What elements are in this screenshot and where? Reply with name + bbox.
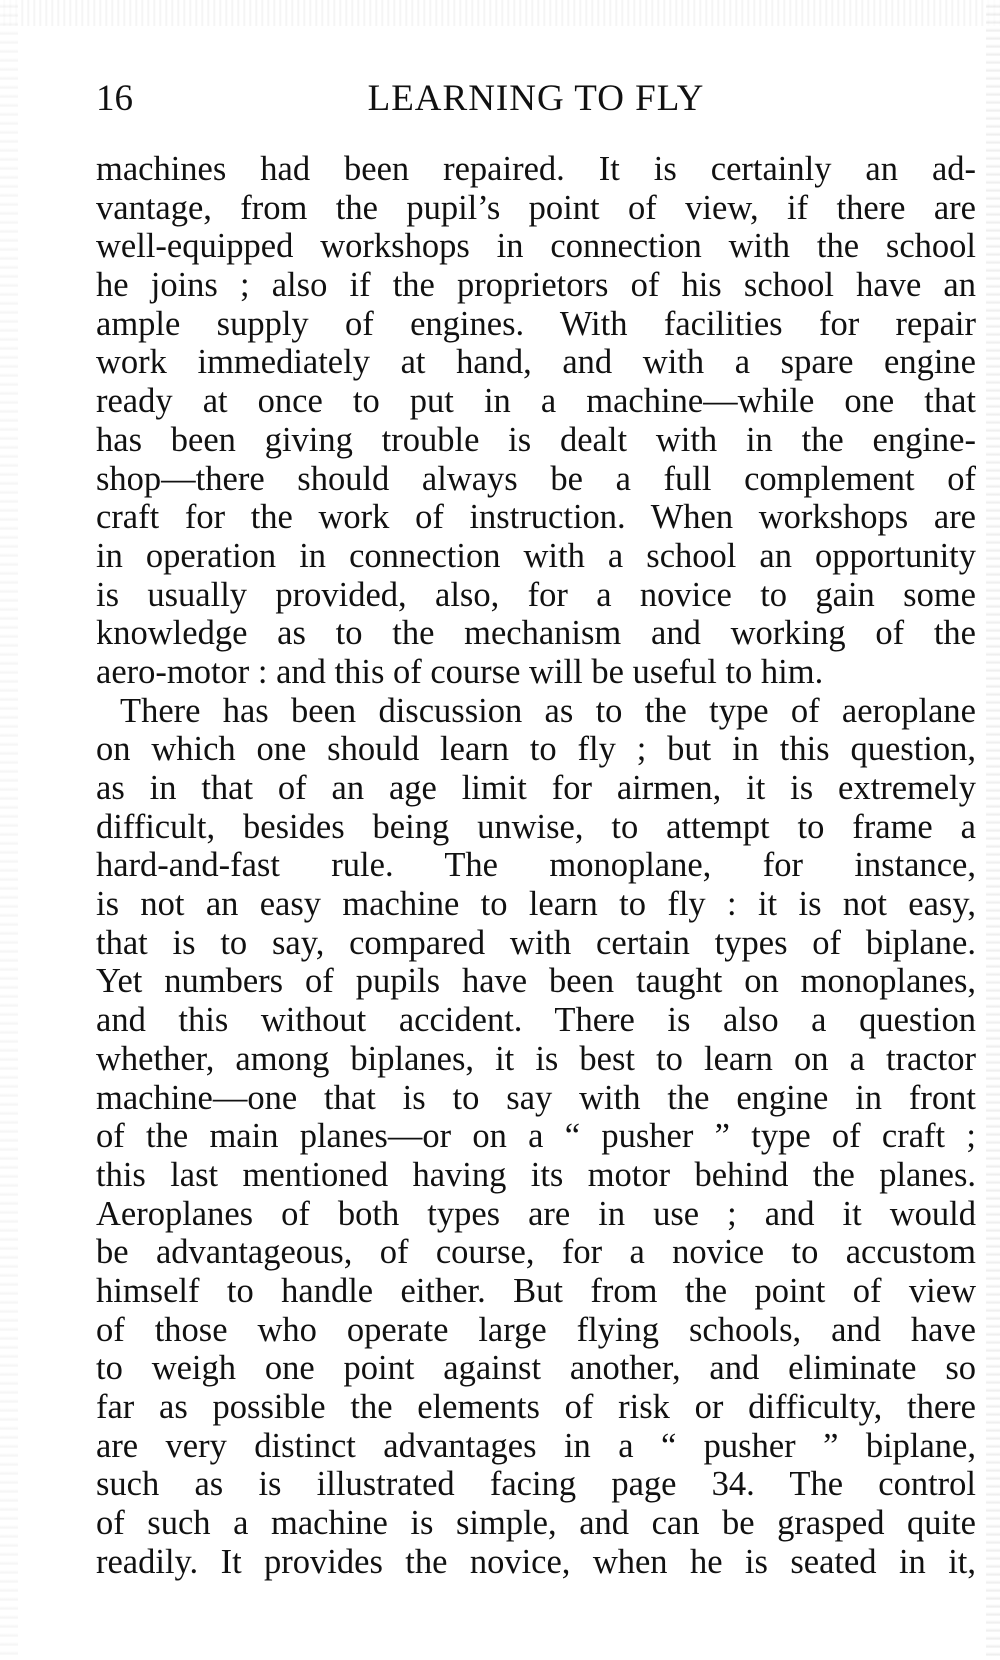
text-line: and this without accident. There is also a question <box>96 1001 976 1040</box>
text-line: this last mentioned having its motor behind the planes. <box>96 1155 976 1194</box>
text-line: difficult, besides being unwise, to attempt to frame a <box>96 807 976 846</box>
scan-edge-right <box>986 0 1000 1660</box>
scan-edge-top <box>0 0 1000 26</box>
text-line: craft for the work of instruction. When workshops are <box>96 498 976 537</box>
text-line: whether, among biplanes, it is best to learn on a tractor <box>96 1039 976 1078</box>
text-line: is usually provided, also, for a novice to gain some <box>96 575 976 614</box>
running-title: LEARNING TO FLY <box>367 78 705 119</box>
text-line: himself to handle either. But from the point of view <box>96 1271 976 1310</box>
text-line: is not an easy machine to learn to fly : it is not easy, <box>96 885 976 924</box>
text-line: machine—one that is to say with the engine in front <box>96 1078 976 1117</box>
paragraph-1 <box>96 150 976 692</box>
text-line: are very distinct advantages in a “ pusher ” biplane, <box>96 1426 976 1465</box>
text-line: Yet numbers of pupils have been taught on monoplanes, <box>96 962 976 1001</box>
text-line: as in that of an age limit for airmen, it is extremely <box>96 769 976 807</box>
text-line: such as is illustrated facing page 34. The control <box>96 1465 976 1504</box>
text-line: far as possible the elements of risk or difficulty, there <box>96 1388 976 1426</box>
text-line: vantage, from the pupil’s point of view, if there are <box>96 188 976 227</box>
text-line: to weigh one point against another, and eliminate so <box>96 1349 976 1388</box>
text-line: There has been discussion as to the type of aeroplane <box>120 691 976 730</box>
paragraph-2 <box>96 692 976 1582</box>
scan-edge-left <box>0 0 18 1660</box>
page-header <box>96 74 976 124</box>
text-line: hard-and-fast rule. The monoplane, for instance, <box>96 846 976 885</box>
text-line: of such a machine is simple, and can be grasped quite <box>96 1504 976 1543</box>
text-line: be advantageous, of course, for a novice to accustom <box>96 1233 976 1272</box>
text-line: aero-motor : and this of course will be useful to him. <box>96 652 824 691</box>
text-line: readily. It provides the novice, when he is seated in it, <box>96 1542 976 1581</box>
text-line: shop—there should always be a full complement of <box>96 459 976 498</box>
text-line: work immediately at hand, and with a spare engine <box>96 343 976 382</box>
text-line: knowledge as to the mechanism and working of the <box>96 614 976 653</box>
page-number: 16 <box>96 78 133 119</box>
text-line: well-equipped workshops in connection with the school <box>96 227 976 266</box>
text-line: of the main planes—or on a “ pusher ” type of craft ; <box>96 1117 976 1156</box>
text-line: in operation in connection with a school an opportunity <box>96 536 976 575</box>
body-text <box>96 150 976 1581</box>
text-line: ample supply of engines. With facilities for repair <box>96 304 976 343</box>
text-line: he joins ; also if the proprietors of his school have an <box>96 266 976 305</box>
text-line: on which one should learn to fly ; but in this question, <box>96 730 976 769</box>
text-line: has been giving trouble is dealt with in the engine- <box>96 420 976 459</box>
text-line: Aeroplanes of both types are in use ; and it would <box>96 1194 976 1233</box>
text-line: ready at once to put in a machine—while one that <box>96 382 976 421</box>
text-line: machines had been repaired. It is certainly an ad- <box>96 150 976 188</box>
text-line: that is to say, compared with certain types of biplane. <box>96 923 976 962</box>
text-line: of those who operate large flying schools, and have <box>96 1310 976 1349</box>
